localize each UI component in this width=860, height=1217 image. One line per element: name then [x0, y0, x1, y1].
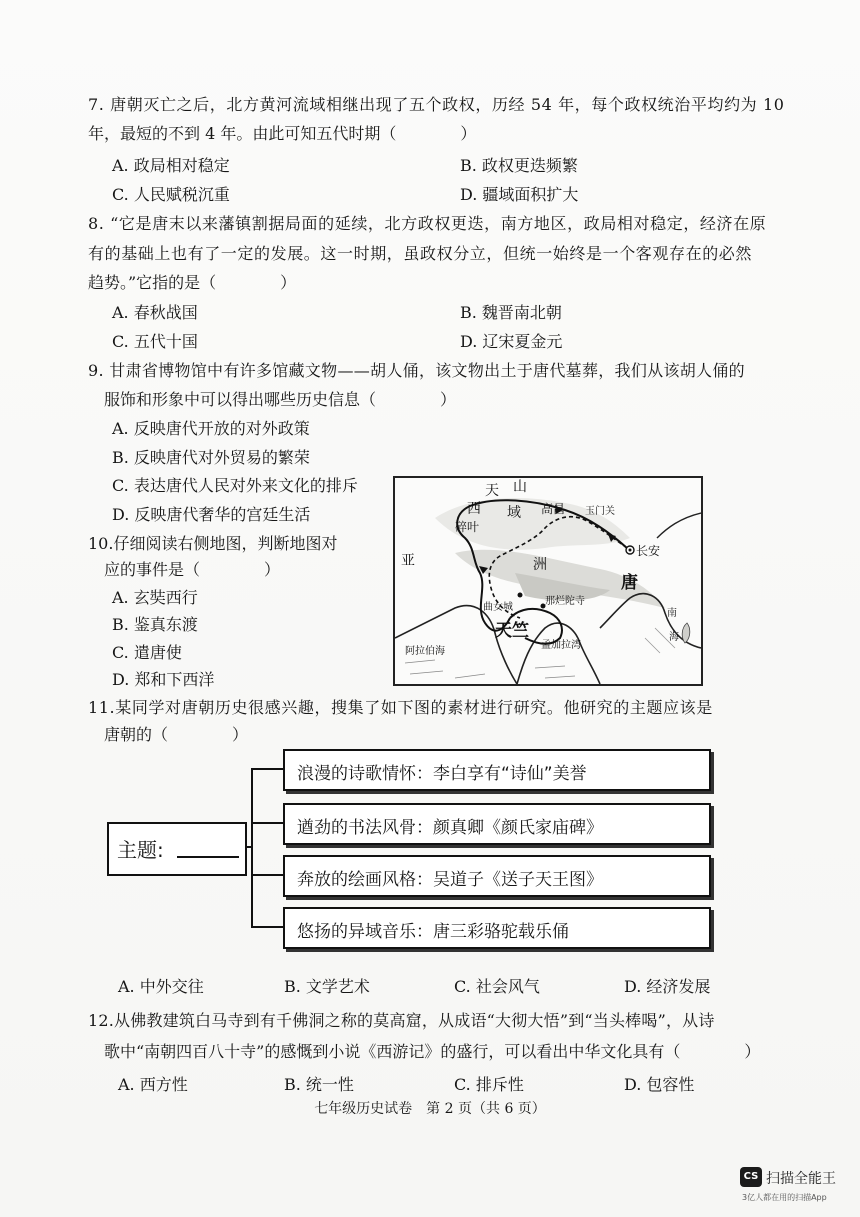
q10-stem-line2: 应的事件是（ ） [104, 560, 281, 579]
theme-blank [177, 856, 239, 858]
q12-option-b: B. 统一性 [284, 1075, 354, 1094]
map-label-changan: 长安 [636, 544, 661, 558]
q7-stem-line1: 7. 唐朝灭亡之后，北方黄河流域相继出现了五个政权，历经 54 年，每个政权统治平均约为 10 [88, 95, 785, 114]
q8-option-c: C. 五代十国 [112, 332, 198, 351]
q10-option-d: D. 郑和下西洋 [112, 670, 215, 689]
map-label-nan: 南 [667, 608, 677, 619]
map-label-nalanda: 那烂陀寺 [545, 596, 585, 607]
theme-item-text: 浪漫的诗歌情怀：李白享有“诗仙”美誉 [297, 764, 587, 784]
theme-item-text: 遒劲的书法风骨：颜真卿《颜氏家庙碑》 [297, 818, 603, 838]
theme-item-text: 悠扬的异域音乐：唐三彩骆驼载乐俑 [297, 922, 569, 942]
q12-stem-line1: 12.从佛教建筑白马寺到有千佛洞之称的莫高窟，从成语“大彻大悟”到“当头棒喝”，从诗 [88, 1011, 715, 1030]
q9-option-a: A. 反映唐代开放的对外政策 [112, 419, 310, 438]
q9-option-b: B. 反映唐代对外贸易的繁荣 [112, 448, 310, 467]
q11-option-a: A. 中外交往 [118, 977, 204, 996]
theme-item-text: 奔放的绘画风格：吴道子《送子天王图》 [297, 870, 603, 890]
connector-branch-1 [251, 768, 283, 770]
q11-option-b: B. 文学艺术 [284, 977, 370, 996]
q11-stem-line2: 唐朝的（ ） [104, 725, 249, 744]
q12-option-a: A. 西方性 [118, 1075, 188, 1094]
q8-option-a: A. 春秋战国 [112, 303, 198, 322]
theme-item-poetry [283, 749, 711, 791]
camscanner-brand: 扫描全能王 [766, 1171, 836, 1187]
q9-option-c: C. 表达唐代人民对外来文化的排斥 [112, 476, 358, 495]
map-label-arabian-sea: 阿拉伯海 [405, 646, 445, 657]
theme-label: 主题: [117, 838, 164, 862]
q7-option-a: A. 政局相对稳定 [112, 156, 230, 175]
camscanner-logo: CS [740, 1167, 762, 1187]
theme-box [107, 822, 247, 876]
map-label-xi: 西 [467, 501, 481, 517]
camscanner-tagline: 3亿人都在用的扫描App [742, 1193, 827, 1202]
q12-option-d: D. 包容性 [624, 1075, 695, 1094]
q10-option-b: B. 鉴真东渡 [112, 615, 198, 634]
map-label-gaochang: 高昌 [541, 502, 566, 516]
q8-stem-line2: 有的基础上也有了一定的发展。这一时期，虽政权分立，但统一始终是一个客观存在的必然 [88, 244, 753, 263]
q12-option-c: C. 排斥性 [454, 1075, 524, 1094]
q9-stem-line2: 服饰和形象中可以得出哪些历史信息（ ） [104, 390, 457, 409]
map-label-zhou: 洲 [533, 557, 547, 573]
q10-option-a: A. 玄奘西行 [112, 588, 198, 607]
q9-option-d: D. 反映唐代奢华的宫廷生活 [112, 505, 311, 524]
q10-option-c: C. 遣唐使 [112, 643, 182, 662]
connector-branch-2 [251, 822, 283, 824]
q7-stem-line2: 年，最短的不到 4 年。由此可知五代时期（ ） [88, 124, 477, 143]
connector-branch-4 [251, 926, 283, 928]
connector-branch-3 [251, 874, 283, 876]
map-label-hai: 海 [669, 632, 679, 643]
q8-stem-line3: 趋势。”它指的是（ ） [88, 273, 297, 292]
map-label-tian: 天 [485, 483, 499, 499]
xuanzang-route-map [393, 476, 703, 686]
theme-item-calligraphy [283, 803, 711, 845]
q8-option-d: D. 辽宋夏金元 [460, 332, 563, 351]
q7-option-c: C. 人民赋税沉重 [112, 185, 230, 204]
theme-item-music [283, 907, 711, 949]
q7-option-b: B. 政权更迭频繁 [460, 156, 578, 175]
map-label-ya: 亚 [401, 553, 415, 569]
q7-option-d: D. 疆域面积扩大 [460, 185, 579, 204]
q11-stem-line1: 11.某同学对唐朝历史很感兴趣，搜集了如下图的素材进行研究。他研究的主题应该是 [88, 698, 713, 717]
q8-option-b: B. 魏晋南北朝 [460, 303, 562, 322]
q11-option-c: C. 社会风气 [454, 977, 540, 996]
connector-spine [251, 768, 253, 928]
page-footer: 七年级历史试卷 第 2 页（共 6 页） [314, 1101, 546, 1117]
map-label-yu: 域 [507, 505, 521, 521]
map-label-yumen: 玉门关 [585, 506, 615, 517]
map-label-qunucheng: 曲女城 [483, 602, 513, 613]
q12-stem-line2: 歌中“南朝四百八十寺”的感慨到小说《西游记》的盛行，可以看出中华文化具有（ ） [104, 1042, 761, 1061]
q8-stem-line1: 8. “它是唐末以来藩镇割据局面的延续，北方政权更迭，南方地区，政局相对稳定，经济在原 [88, 214, 767, 233]
map-label-suiye: 碎叶 [455, 520, 480, 534]
map-label-shan: 山 [513, 479, 527, 495]
map-label-bay-of-bengal: 孟加拉湾 [541, 640, 581, 651]
q9-stem-line1: 9. 甘肃省博物馆中有许多馆藏文物——胡人俑，该文物出土于唐代墓葬，我们从该胡人俑的 [88, 361, 745, 380]
map-label-tang: 唐 [621, 573, 638, 593]
theme-item-painting [283, 855, 711, 897]
q11-option-d: D. 经济发展 [624, 977, 711, 996]
q10-stem-line1: 10.仔细阅读右侧地图，判断地图对 [88, 534, 338, 553]
map-label-tianzhu: 天竺 [495, 621, 529, 641]
